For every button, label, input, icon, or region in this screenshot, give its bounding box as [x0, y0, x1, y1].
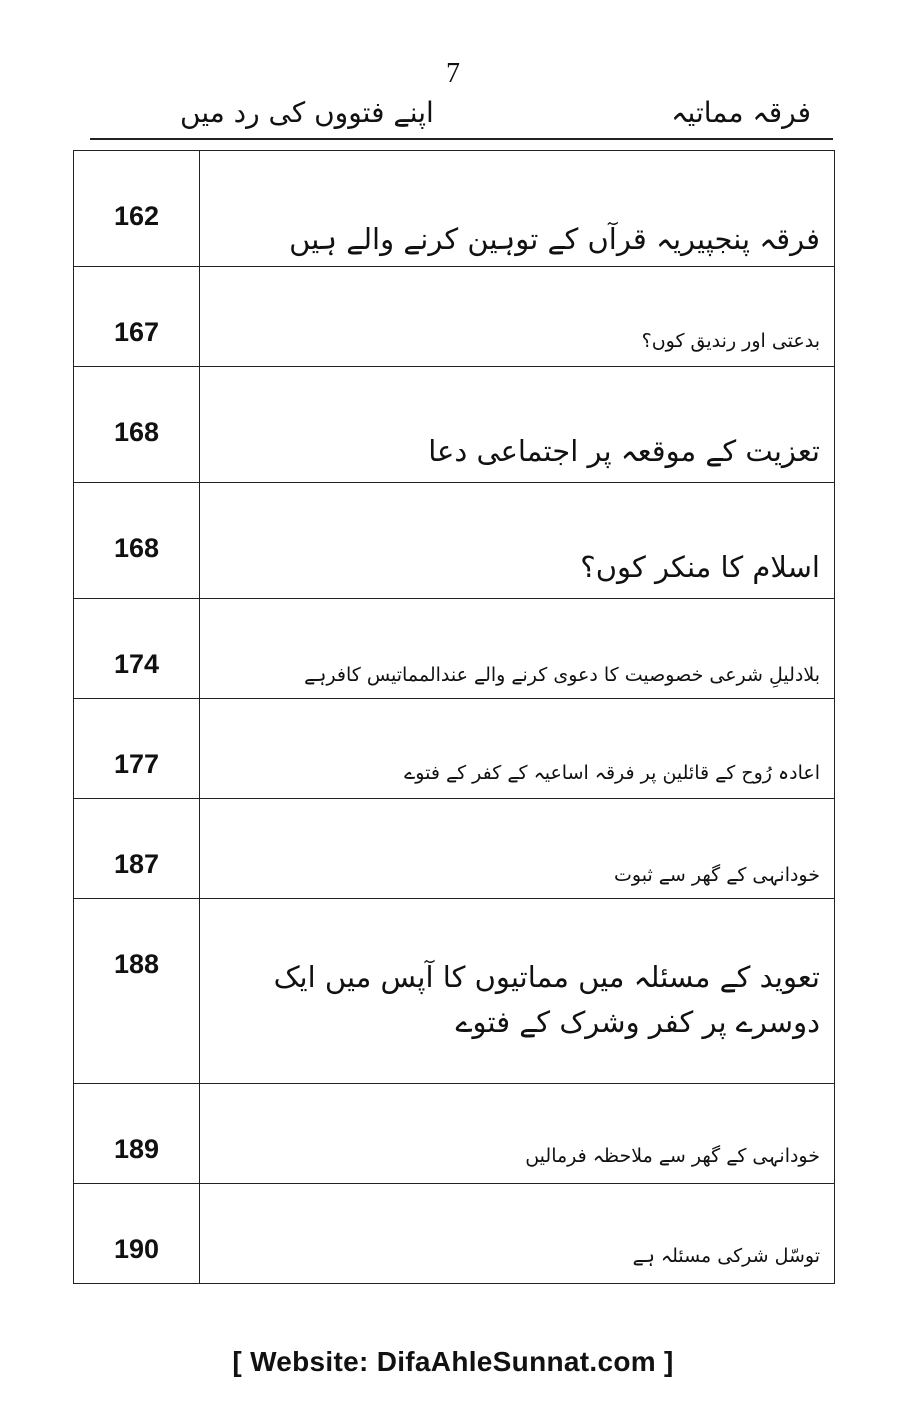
page-number-cell: 188	[74, 899, 200, 1084]
website-footer: [ Website: DifaAhleSunnat.com ]	[232, 1346, 674, 1377]
title-cell: توسّل شرکی مسئلہ ہے	[200, 1184, 835, 1284]
page-number-cell: 174	[74, 599, 200, 699]
table-row	[74, 1184, 835, 1284]
title-cell: تعوید کے مسئلہ میں مماتیوں کا آپس میں ایک دوسرے پر کفر وشرک کے فتوے	[200, 899, 835, 1084]
page-number-cell: 168	[74, 367, 200, 483]
page-number-cell: 167	[74, 267, 200, 367]
page-number-cell: 190	[74, 1184, 200, 1284]
header-book-subtitle: اپنے فتووں کی رد میں	[180, 96, 434, 129]
title-cell: تعزیت کے موقعہ پر اجتماعی دعا	[200, 367, 835, 483]
page-number-cell: 189	[74, 1084, 200, 1184]
table-row	[74, 483, 835, 599]
title-cell: اسلام کا منکر کوں؟	[200, 483, 835, 599]
table-row	[74, 151, 835, 267]
header-book-title: فرقہ مماتیہ	[671, 96, 811, 129]
title-cell: اعادہ رُوح کے قائلین پر فرقہ اساعیہ کے کفر کے فتوے	[200, 699, 835, 799]
table-row	[74, 699, 835, 799]
title-cell: بلادلیلِ شرعی خصوصیت کا دعوی کرنے والے عندالمماتیس کافرہے	[200, 599, 835, 699]
header-divider	[90, 138, 833, 140]
title-cell: بدعتی اور رندیق کوں؟	[200, 267, 835, 367]
table-row	[74, 599, 835, 699]
table-row	[74, 899, 835, 1084]
table-row	[74, 1084, 835, 1184]
title-cell: خودانہی کے گھر سے ملاحظہ فرمالیں	[200, 1084, 835, 1184]
page-number-cell: 177	[74, 699, 200, 799]
page-number-cell: 168	[74, 483, 200, 599]
table-row	[74, 799, 835, 899]
page-number-cell: 162	[74, 151, 200, 267]
contents-table	[73, 150, 835, 1284]
page-number-cell: 187	[74, 799, 200, 899]
table-row	[74, 267, 835, 367]
title-cell: فرقہ پنجپیریہ قرآں کے توہین کرنے والے ہیں	[200, 151, 835, 267]
table-row	[74, 367, 835, 483]
title-cell: خودانہی کے گھر سے ثبوت	[200, 799, 835, 899]
page-number: 7	[446, 58, 460, 89]
